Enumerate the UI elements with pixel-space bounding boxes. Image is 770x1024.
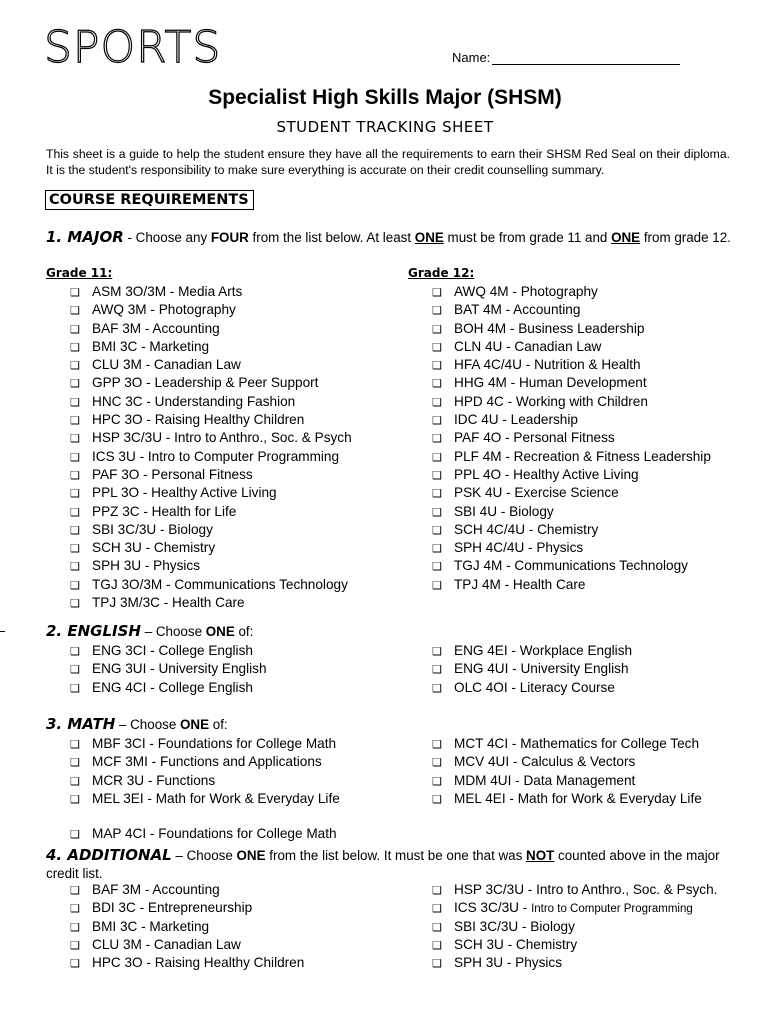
course-label: PPL 4O - Healthy Active Living bbox=[454, 466, 639, 482]
course-item[interactable] bbox=[70, 557, 352, 575]
course-item[interactable] bbox=[432, 320, 711, 338]
course-item[interactable] bbox=[70, 825, 337, 843]
course-label: HNC 3C - Understanding Fashion bbox=[92, 393, 296, 409]
checkbox-icon[interactable]: ❑ bbox=[70, 451, 80, 464]
course-label: PAF 4O - Personal Fitness bbox=[454, 430, 615, 446]
checkbox-icon[interactable]: ❑ bbox=[70, 305, 80, 318]
english-one: ONE bbox=[205, 624, 235, 639]
checkbox-icon[interactable]: ❑ bbox=[432, 451, 442, 464]
checkbox-icon[interactable]: ❑ bbox=[432, 579, 442, 592]
checkbox-icon[interactable]: ❑ bbox=[432, 646, 442, 658]
checkbox-icon[interactable]: ❑ bbox=[432, 561, 442, 574]
intro-paragraph: This sheet is a guide to help the student ensure they have all the requirements to earn their SHSM Red Seal on their diploma. It is the student's responsibility to make sure everything is accurate on their credit counselling summary. bbox=[46, 147, 730, 177]
checkbox-icon[interactable]: ❑ bbox=[432, 682, 442, 695]
checkbox-icon[interactable]: ❑ bbox=[432, 757, 442, 770]
math-section-intro bbox=[46, 715, 736, 734]
course-item[interactable] bbox=[432, 735, 702, 753]
course-item[interactable] bbox=[70, 356, 352, 374]
course-item[interactable] bbox=[70, 338, 352, 356]
checkbox-icon[interactable]: ❑ bbox=[432, 793, 442, 806]
course-item[interactable] bbox=[70, 936, 304, 954]
course-label: SPH 3U - Physics bbox=[454, 955, 563, 971]
grade-12-course-list bbox=[432, 283, 711, 594]
course-label: BAF 3M - Accounting bbox=[92, 882, 220, 897]
course-label: SCH 3U - Chemistry bbox=[454, 936, 578, 952]
course-label-small: Intro to Computer Programming bbox=[531, 903, 693, 916]
course-label: ENG 3CI - College English bbox=[92, 643, 253, 658]
math-list-extra bbox=[70, 825, 337, 843]
course-item[interactable] bbox=[70, 881, 304, 899]
checkbox-icon[interactable]: ❑ bbox=[70, 682, 80, 695]
course-item[interactable] bbox=[70, 679, 267, 697]
checkbox-icon[interactable]: ❑ bbox=[70, 378, 80, 391]
checkbox-icon[interactable]: ❑ bbox=[432, 739, 442, 751]
course-item[interactable] bbox=[70, 301, 352, 319]
checkbox-icon[interactable]: ❑ bbox=[70, 958, 80, 971]
checkbox-icon[interactable]: ❑ bbox=[432, 287, 442, 299]
additional-one: ONE bbox=[236, 848, 266, 863]
english-section-intro bbox=[46, 622, 736, 641]
course-item[interactable] bbox=[432, 411, 711, 429]
checkbox-icon[interactable]: ❑ bbox=[70, 396, 80, 409]
course-label: PPZ 3C - Health for Life bbox=[92, 503, 237, 519]
checkbox-icon[interactable]: ❑ bbox=[432, 506, 442, 519]
english-list-right bbox=[432, 642, 632, 697]
course-item[interactable] bbox=[70, 642, 267, 660]
additional-text: from the list below. It must be one that was bbox=[265, 848, 527, 863]
course-label: PLF 4M - Recreation & Fitness Leadership bbox=[454, 448, 711, 464]
checkbox-icon[interactable]: ❑ bbox=[70, 506, 80, 519]
course-item[interactable] bbox=[432, 521, 711, 539]
major-text: from the list below. At least bbox=[248, 230, 415, 245]
course-label: HPC 3O - Raising Healthy Children bbox=[92, 412, 305, 428]
checkbox-icon[interactable]: ❑ bbox=[432, 958, 442, 971]
course-item[interactable] bbox=[70, 899, 304, 917]
additional-text: counted above in the major credit list. bbox=[46, 848, 720, 881]
checkbox-icon[interactable]: ❑ bbox=[432, 415, 442, 428]
course-item[interactable] bbox=[432, 918, 717, 936]
course-label: SBI 4U - Biology bbox=[454, 503, 554, 519]
course-item[interactable] bbox=[70, 320, 352, 338]
course-item[interactable] bbox=[432, 539, 711, 557]
course-label: MBF 3CI - Foundations for College Math bbox=[92, 736, 337, 751]
major-heading: 1. MAJOR bbox=[46, 228, 124, 246]
course-item[interactable] bbox=[432, 772, 702, 790]
math-text: of: bbox=[209, 717, 228, 732]
checkbox-icon[interactable]: ❑ bbox=[70, 360, 80, 373]
course-item[interactable] bbox=[70, 753, 340, 771]
course-label: BDI 3C - Entrepreneurship bbox=[92, 900, 253, 916]
course-label: TGJ 3O/3M - Communications Technology bbox=[92, 576, 348, 592]
page-subtitle: STUDENT TRACKING SHEET bbox=[276, 118, 494, 136]
checkbox-icon[interactable]: ❑ bbox=[70, 341, 80, 354]
course-label: SPH 4C/4U - Physics bbox=[454, 540, 584, 556]
course-label: HSP 3C/3U - Intro to Anthro., Soc. & Psych. bbox=[454, 882, 718, 897]
major-text: - Choose any bbox=[123, 230, 211, 245]
checkbox-icon[interactable]: ❑ bbox=[432, 378, 442, 391]
page-title: Specialist High Skills Major (SHSM) bbox=[208, 86, 562, 109]
checkbox-icon[interactable]: ❑ bbox=[70, 524, 80, 537]
course-item[interactable] bbox=[432, 283, 711, 301]
course-label: SPH 3U - Physics bbox=[92, 558, 201, 574]
checkbox-icon[interactable]: ❑ bbox=[70, 885, 80, 897]
additional-list-right bbox=[432, 881, 717, 972]
course-label: MCF 3MI - Functions and Applications bbox=[92, 754, 322, 770]
course-label: MCT 4CI - Mathematics for College Tech bbox=[454, 736, 700, 751]
checkbox-icon[interactable]: ❑ bbox=[70, 323, 80, 336]
checkbox-icon[interactable]: ❑ bbox=[70, 488, 80, 501]
course-label: TPJ 3M/3C - Health Care bbox=[92, 595, 245, 611]
course-item[interactable] bbox=[432, 356, 711, 374]
checkbox-icon[interactable]: ❑ bbox=[70, 598, 80, 611]
course-label: PPL 3O - Healthy Active Living bbox=[92, 485, 277, 501]
checkbox-icon[interactable]: ❑ bbox=[70, 543, 80, 556]
course-item[interactable] bbox=[432, 448, 711, 466]
checkbox-icon[interactable]: ❑ bbox=[70, 739, 80, 751]
additional-heading: 4. ADDITIONAL bbox=[46, 846, 172, 864]
checkbox-icon[interactable]: ❑ bbox=[432, 903, 442, 916]
course-item[interactable] bbox=[70, 429, 352, 447]
course-item[interactable] bbox=[70, 503, 352, 521]
course-label: SCH 3U - Chemistry bbox=[92, 540, 216, 556]
course-item[interactable] bbox=[432, 881, 717, 899]
course-item[interactable] bbox=[70, 484, 352, 502]
course-label: CLN 4U - Canadian Law bbox=[454, 338, 602, 354]
checkbox-icon[interactable]: ❑ bbox=[70, 561, 80, 574]
checkbox-icon[interactable]: ❑ bbox=[70, 664, 80, 677]
additional-list-left bbox=[70, 881, 304, 972]
course-label: HFA 4C/4U - Nutrition & Health bbox=[454, 357, 641, 373]
course-label: IDC 4U - Leadership bbox=[454, 412, 578, 428]
math-list-left bbox=[70, 735, 340, 808]
course-item[interactable] bbox=[432, 393, 711, 411]
checkbox-icon[interactable]: ❑ bbox=[432, 775, 442, 788]
course-item[interactable] bbox=[432, 374, 711, 392]
course-item[interactable] bbox=[70, 393, 352, 411]
major-text: must be from grade 11 and bbox=[443, 230, 612, 245]
checkbox-icon[interactable]: ❑ bbox=[432, 543, 442, 556]
checkbox-icon[interactable]: ❑ bbox=[70, 579, 80, 592]
course-label: AWQ 4M - Photography bbox=[454, 284, 598, 299]
course-label: BMI 3C - Marketing bbox=[92, 918, 210, 934]
course-item[interactable] bbox=[432, 954, 717, 972]
checkbox-icon[interactable]: ❑ bbox=[70, 793, 80, 806]
grade-11-course-list bbox=[70, 283, 352, 612]
major-one-grade11: ONE bbox=[414, 230, 444, 245]
math-heading: 3. MATH bbox=[46, 715, 116, 733]
course-item[interactable] bbox=[432, 429, 711, 447]
course-item[interactable] bbox=[70, 594, 352, 612]
course-label: MAP 4CI - Foundations for College Math bbox=[92, 826, 337, 841]
course-label: GPP 3O - Leadership & Peer Support bbox=[92, 375, 319, 391]
course-label: SBI 3C/3U - Biology bbox=[92, 521, 213, 537]
course-label: MEL 4EI - Math for Work & Everyday Life bbox=[454, 790, 702, 806]
grade-12-label: Grade 12: bbox=[408, 266, 475, 280]
course-item[interactable] bbox=[70, 283, 352, 301]
checkbox-icon[interactable]: ❑ bbox=[432, 664, 442, 677]
checkbox-icon[interactable]: ❑ bbox=[432, 524, 442, 537]
sports-logo-text: SPORTS bbox=[44, 22, 222, 73]
checkbox-icon[interactable]: ❑ bbox=[432, 433, 442, 446]
course-item[interactable] bbox=[70, 918, 304, 936]
course-item[interactable] bbox=[70, 790, 340, 808]
major-section-intro bbox=[46, 228, 736, 247]
course-label: ENG 3UI - University English bbox=[92, 661, 267, 677]
course-label: TGJ 4M - Communications Technology bbox=[454, 558, 688, 574]
checkbox-icon[interactable]: ❑ bbox=[432, 396, 442, 409]
checkbox-icon[interactable]: ❑ bbox=[432, 469, 442, 482]
course-item[interactable] bbox=[432, 790, 702, 808]
checkbox-icon[interactable]: ❑ bbox=[70, 903, 80, 916]
course-item[interactable] bbox=[432, 301, 711, 319]
english-text: – Choose bbox=[140, 624, 206, 639]
course-item[interactable] bbox=[70, 660, 267, 678]
course-item[interactable] bbox=[70, 735, 340, 753]
course-item[interactable] bbox=[432, 338, 711, 356]
course-label: BAT 4M - Accounting bbox=[454, 302, 581, 318]
checkbox-icon[interactable]: ❑ bbox=[432, 305, 442, 318]
course-label: ENG 4EI - Workplace English bbox=[454, 643, 633, 658]
course-item[interactable] bbox=[70, 448, 352, 466]
course-label: ICS 3U - Intro to Computer Programming bbox=[92, 448, 340, 464]
course-item[interactable] bbox=[432, 557, 711, 575]
course-item[interactable] bbox=[432, 679, 632, 697]
course-item[interactable] bbox=[70, 466, 352, 484]
course-label: SBI 3C/3U - Biology bbox=[454, 918, 575, 934]
course-label: AWQ 3M - Photography bbox=[92, 302, 236, 318]
checkbox-icon[interactable]: ❑ bbox=[70, 287, 80, 299]
course-label: HPC 3O - Raising Healthy Children bbox=[92, 955, 305, 971]
grade-11-label: Grade 11: bbox=[46, 266, 113, 280]
course-label: MCV 4UI - Calculus & Vectors bbox=[454, 754, 636, 770]
course-item[interactable] bbox=[432, 642, 632, 660]
course-label: ENG 4CI - College English bbox=[92, 679, 253, 695]
english-list-left bbox=[70, 642, 267, 697]
major-one-grade12: ONE bbox=[611, 230, 641, 245]
checkbox-icon[interactable]: ❑ bbox=[70, 646, 80, 658]
major-text: from grade 12. bbox=[640, 230, 731, 245]
margin-tick bbox=[0, 631, 5, 632]
course-label: SCH 4C/4U - Chemistry bbox=[454, 521, 599, 537]
course-label: CLU 3M - Canadian Law bbox=[92, 936, 241, 952]
course-item[interactable] bbox=[70, 576, 352, 594]
course-label: ICS 3C/3U - bbox=[454, 900, 532, 916]
checkbox-icon[interactable]: ❑ bbox=[432, 921, 442, 934]
checkbox-icon[interactable]: ❑ bbox=[70, 775, 80, 788]
additional-section-intro bbox=[46, 846, 736, 883]
checkbox-icon[interactable]: ❑ bbox=[70, 921, 80, 934]
course-item[interactable] bbox=[70, 772, 340, 790]
english-heading: 2. ENGLISH bbox=[46, 622, 141, 640]
course-item[interactable] bbox=[70, 539, 352, 557]
major-four: FOUR bbox=[210, 230, 249, 245]
course-label: ENG 4UI - University English bbox=[454, 661, 629, 677]
course-requirements-heading: COURSE REQUIREMENTS bbox=[45, 190, 254, 210]
course-label: CLU 3M - Canadian Law bbox=[92, 357, 241, 373]
additional-not: NOT bbox=[526, 848, 555, 863]
name-field[interactable] bbox=[452, 50, 680, 65]
course-item[interactable] bbox=[70, 374, 352, 392]
checkbox-icon[interactable]: ❑ bbox=[70, 415, 80, 428]
course-item[interactable] bbox=[432, 936, 717, 954]
checkbox-icon[interactable]: ❑ bbox=[70, 829, 80, 841]
course-item[interactable] bbox=[432, 484, 711, 502]
course-item[interactable] bbox=[70, 411, 352, 429]
course-item[interactable] bbox=[432, 660, 632, 678]
checkbox-icon[interactable]: ❑ bbox=[70, 433, 80, 446]
name-line[interactable] bbox=[492, 52, 680, 65]
additional-text: – Choose bbox=[171, 848, 237, 863]
course-label: MCR 3U - Functions bbox=[92, 772, 216, 788]
name-label: Name: bbox=[452, 50, 491, 65]
course-item[interactable] bbox=[70, 521, 352, 539]
course-item[interactable] bbox=[432, 503, 711, 521]
checkbox-icon[interactable]: ❑ bbox=[70, 469, 80, 482]
course-item[interactable] bbox=[432, 899, 717, 917]
course-label: ASM 3O/3M - Media Arts bbox=[92, 284, 243, 299]
course-item[interactable] bbox=[432, 576, 711, 594]
math-list-right bbox=[432, 735, 702, 808]
english-text: of: bbox=[234, 624, 254, 639]
checkbox-icon[interactable]: ❑ bbox=[432, 488, 442, 501]
course-label: HPD 4C - Working with Children bbox=[454, 393, 648, 409]
checkbox-icon[interactable]: ❑ bbox=[432, 939, 442, 952]
course-label: PAF 3O - Personal Fitness bbox=[92, 466, 253, 482]
checkbox-icon[interactable]: ❑ bbox=[70, 939, 80, 952]
checkbox-icon[interactable]: ❑ bbox=[432, 885, 442, 897]
checkbox-icon[interactable]: ❑ bbox=[432, 323, 442, 336]
checkbox-icon[interactable]: ❑ bbox=[70, 757, 80, 770]
course-label: TPJ 4M - Health Care bbox=[454, 576, 586, 592]
checkbox-icon[interactable]: ❑ bbox=[432, 360, 442, 373]
math-one: ONE bbox=[180, 717, 210, 732]
course-label: BOH 4M - Business Leadership bbox=[454, 320, 645, 336]
course-item[interactable] bbox=[432, 753, 702, 771]
course-label: BAF 3M - Accounting bbox=[92, 320, 220, 336]
math-text: – Choose bbox=[115, 717, 181, 732]
course-label: OLC 4OI - Literacy Course bbox=[454, 679, 615, 695]
course-label: MEL 3EI - Math for Work & Everyday Life bbox=[92, 790, 340, 806]
course-label: HHG 4M - Human Development bbox=[454, 375, 647, 391]
course-item[interactable] bbox=[70, 954, 304, 972]
course-label: BMI 3C - Marketing bbox=[92, 338, 210, 354]
course-label: HSP 3C/3U - Intro to Anthro., Soc. & Psych bbox=[92, 430, 352, 446]
course-label: MDM 4UI - Data Management bbox=[454, 772, 636, 788]
checkbox-icon[interactable]: ❑ bbox=[432, 341, 442, 354]
course-item[interactable] bbox=[432, 466, 711, 484]
course-label: PSK 4U - Exercise Science bbox=[454, 485, 619, 501]
